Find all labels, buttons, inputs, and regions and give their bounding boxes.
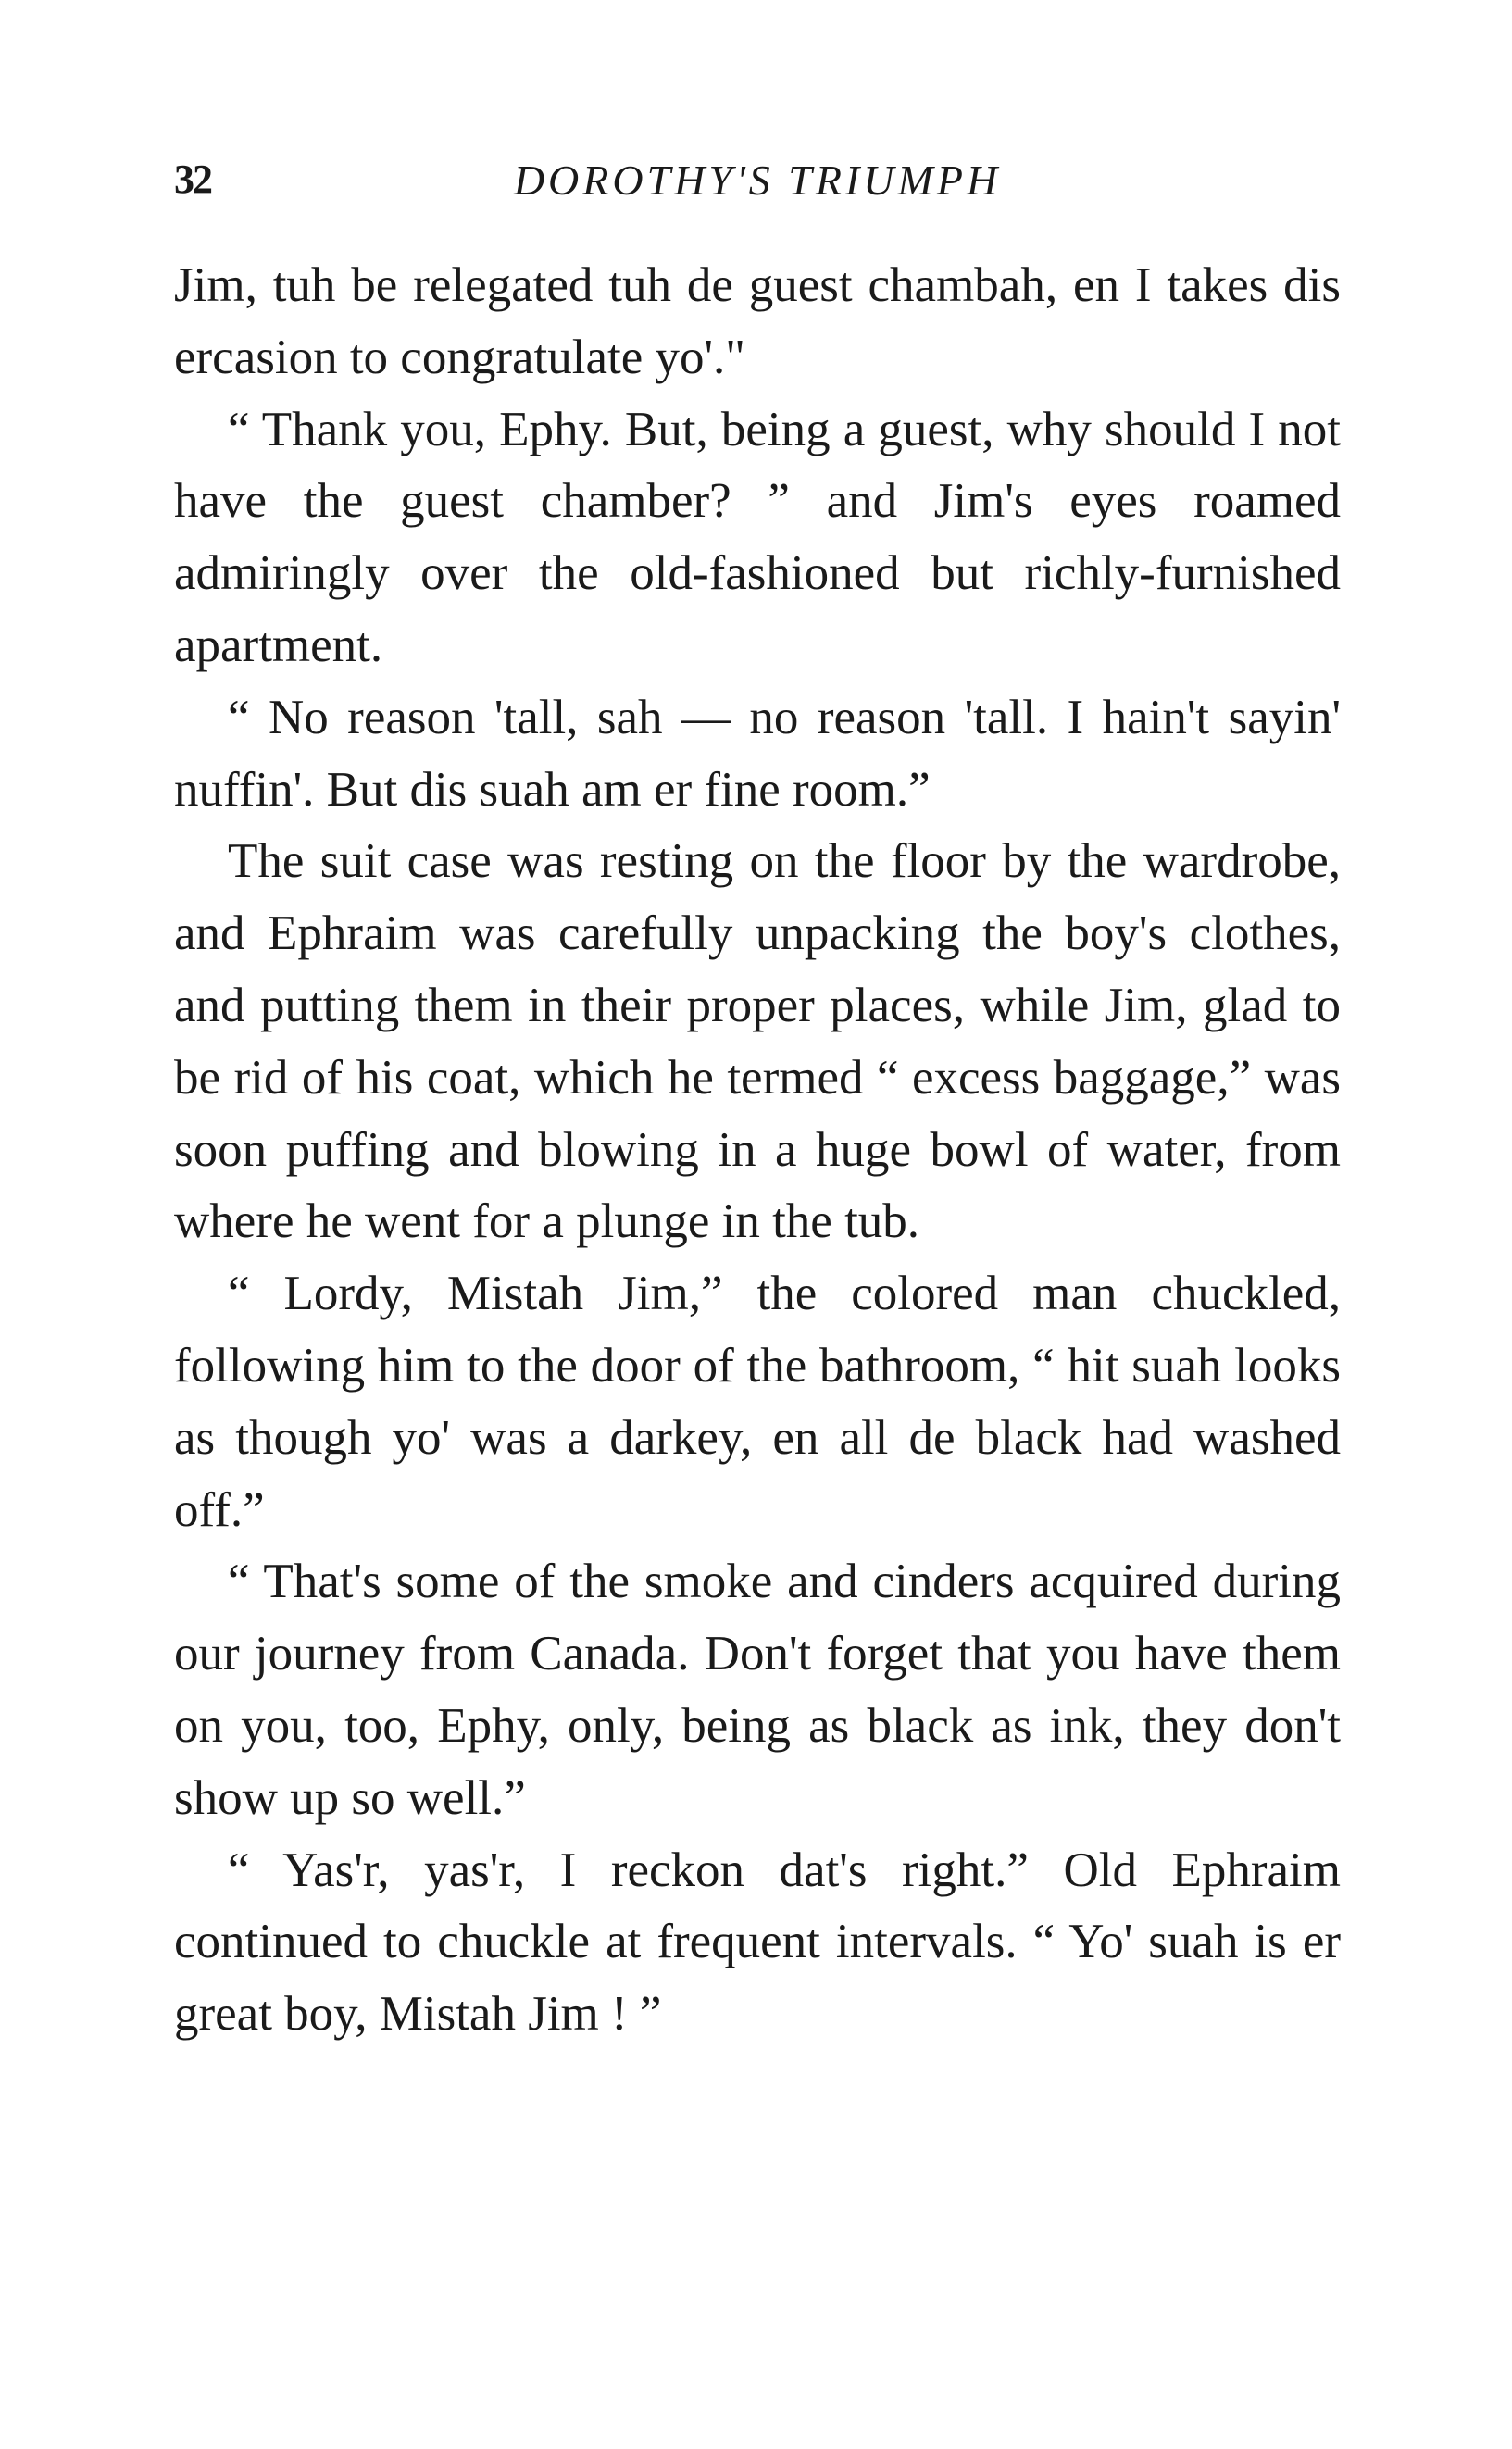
paragraph: “ Thank you, Ephy. But, being a guest, why should I not have the guest chamber? ” and Jim's eyes roamed admiringly over the old-fashioned but richly-furnished apartment. [174,402,1341,672]
paragraph: “ No reason 'tall, sah — no reason 'tall. I hain't sayin' nuffin'. But dis suah am er fine room.” [174,690,1341,817]
page-number: 32 [174,156,211,202]
paragraph: “ That's some of the smoke and cinders acquired during our journey from Canada. Don't forget that you have them on you, too, Ephy, only, being as black as ink, they don't show up so well.” [174,1555,1341,1825]
paragraph: “ Lordy, Mistah Jim,” the colored man chuckled, following him to the door of the bathroom, “ hit suah looks as though yo' was a darkey, en all de black had washed off.” [174,1267,1341,1537]
paragraph: Jim, tuh be relegated tuh de guest chambah, en I takes dis ercasion to congratulate yo'." [174,258,1341,384]
page-header [174,156,1341,220]
running-title: DOROTHY'S TRIUMPH [513,156,1002,204]
paragraph: “ Yas'r, yas'r, I reckon dat's right.” Old Ephraim continued to chuckle at frequent intervals. “ Yo' suah is er great boy, Mistah Jim ! ” [174,1843,1341,2042]
paragraph: The suit case was resting on the floor by the wardrobe, and Ephraim was carefully unpacking the boy's clothes, and putting them in their proper places, while Jim, glad to be rid of his coat, which he termed “ excess baggage,” was soon puffing and blowing in a huge bowl of water, from where he went for a plunge in the tub. [174,834,1341,1249]
page-body [174,250,1341,2051]
